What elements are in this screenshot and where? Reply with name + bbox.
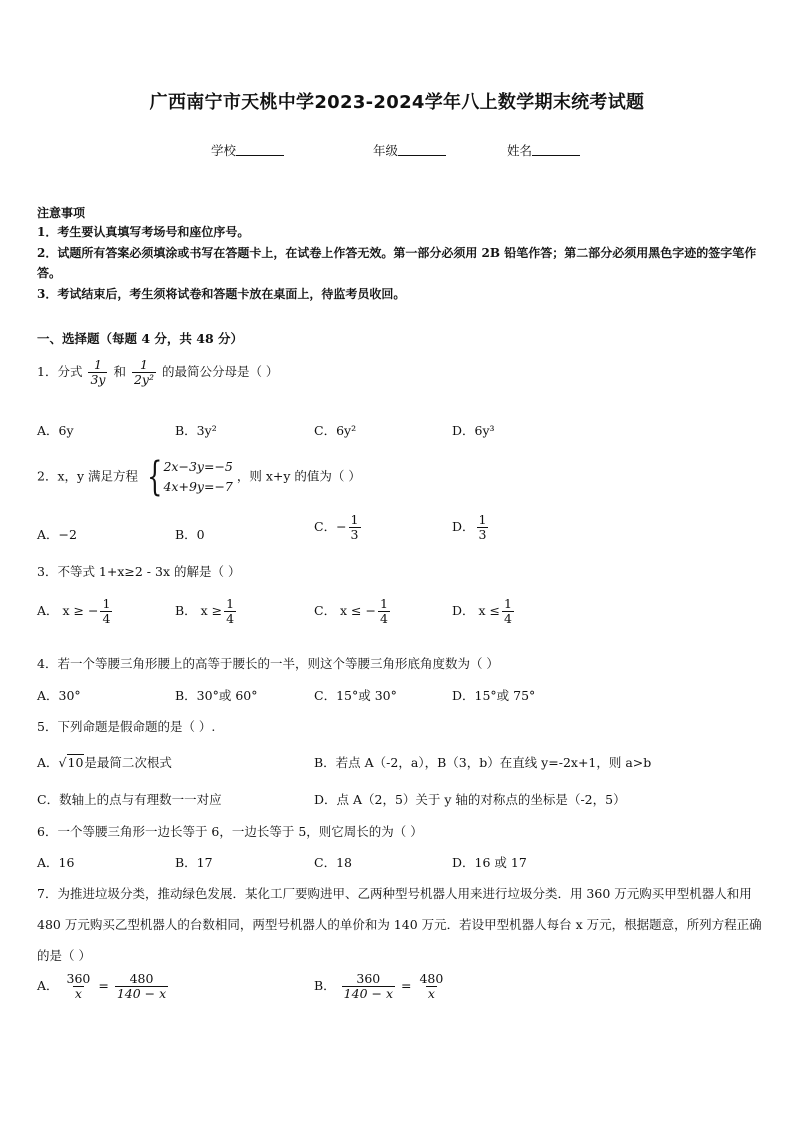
grade-label: 年级 <box>373 143 399 158</box>
q1-option-a: A．6y <box>37 423 74 438</box>
q2-option-d: D． $\frac{1}{3}$ <box>452 512 487 542</box>
school-label: 学校 <box>211 143 237 158</box>
question-6: 6．一个等腰三角形一边长等于 6，一边长等于 5，则它周长的为（ ） <box>37 824 423 839</box>
page-title: 广西南宁市天桃中学2023-2024学年八上数学期末统考试题 <box>149 92 645 113</box>
brace-icon: { <box>147 454 163 500</box>
q4-option-c: C．15°或 30° <box>314 688 397 703</box>
q5-option-a: A．√10是最简二次根式 <box>37 755 172 770</box>
q1-text-mid: 和 <box>113 363 126 379</box>
question-1 <box>37 358 278 387</box>
q4-option-b: B．30°或 60° <box>175 688 258 703</box>
q3-option-d: D． x ≤ $\frac{1}{4}$ <box>452 596 512 626</box>
school-field <box>211 141 284 159</box>
grade-blank <box>398 143 446 156</box>
name-field <box>507 141 580 159</box>
q6-option-d: D．16 或 17 <box>452 855 527 870</box>
question-7: 7．为推进垃圾分类，推动绿色发展．某化工厂要购进甲、乙两种型号机器人用来进行垃圾分类．用 360 万元购买甲型机器人和用 480 万元购买乙型机器人的台数相同，两型号机器人的单价和为 140 万元．若设甲型机器人每台 x 万元，根据题意，所列方程正确的是（ ） <box>37 886 762 963</box>
notice-heading: 注意事项 <box>37 206 86 220</box>
q1-option-b: B．3y² <box>175 423 217 438</box>
q1-fraction-1: $\frac{1}{3y}$ <box>90 357 106 387</box>
question-4: 4．若一个等腰三角形腰上的高等于腰长的一半，则这个等腰三角形底角度数为（ ） <box>37 656 499 671</box>
q6-option-c: C．18 <box>314 855 352 870</box>
q1-text-post: 的最简公分母是（ ） <box>161 363 279 379</box>
name-label: 姓名 <box>507 143 533 158</box>
notice-item-1: 1．考生要认真填写考场号和座位序号。 <box>37 225 250 239</box>
q2-option-b: B．0 <box>175 527 205 542</box>
q4-option-a: A．30° <box>37 688 81 703</box>
q7-option-b: B． $\frac{360}{140 - x}$ = $\frac{480}{x}$ <box>314 971 444 1001</box>
q3-option-b: B． x ≥ $\frac{1}{4}$ <box>175 596 235 626</box>
q5-option-d: D．点 A（2，5）关于 y 轴的对称点的坐标是（-2，5） <box>314 792 626 807</box>
q7-option-a: A． $\frac{360}{x}$ = $\frac{480}{140 - x}$ <box>37 971 167 1001</box>
q2-option-c: C．− $\frac{1}{3}$ <box>314 512 359 542</box>
notice-item-3: 3．考试结束后，考生须将试卷和答题卡放在桌面上，待监考员收回。 <box>37 287 406 301</box>
question-2 <box>37 454 361 500</box>
q1-fraction-2: $\frac{1}{\text{2y²}}$ <box>133 357 154 387</box>
q3-option-c: C． x ≤ − $\frac{1}{4}$ <box>314 596 388 626</box>
q2-equation-2: 4x+9y=−7 <box>163 479 233 494</box>
q2-text-pre: 2．x，y 满足方程 <box>37 468 139 484</box>
question-5: 5．下列命题是假命题的是（ ）. <box>37 719 216 734</box>
school-blank <box>236 143 284 156</box>
q6-option-b: B．17 <box>175 855 213 870</box>
q6-option-a: A．16 <box>37 855 75 870</box>
q4-option-d: D．15°或 75° <box>452 688 536 703</box>
question-3: 3．不等式 1+x≥2 - 3x 的解是（ ） <box>37 564 241 579</box>
q2-text-post: ，则 x+y 的值为（ ） <box>236 468 361 484</box>
q1-option-c: C．6y² <box>314 423 357 438</box>
q5-option-b: B．若点 A（-2，a），B（3，b）在直线 y=-2x+1，则 a>b <box>314 755 652 770</box>
q1-text-pre: 1．分式 <box>37 363 83 379</box>
sqrt-icon: √10 <box>58 755 84 770</box>
section-heading: 一、选择题（每题 4 分，共 48 分） <box>37 331 244 346</box>
q2-option-a: A．−2 <box>37 527 77 542</box>
q1-option-d: D．6y³ <box>452 423 495 438</box>
q2-equation-1: 2x−3y=−5 <box>163 459 233 474</box>
q3-option-a: A． x ≥ − $\frac{1}{4}$ <box>37 596 111 626</box>
notice-item-2: 2．试题所有答案必须填涂或书写在答题卡上，在试卷上作答无效。第一部分必须用 2B 铅笔作答；第二部分必须用黑色字迹的签字笔作答。 <box>37 246 757 280</box>
grade-field <box>373 141 446 159</box>
q5-option-c: C．数轴上的点与有理数一一对应 <box>37 792 222 807</box>
name-blank <box>532 143 580 156</box>
q2-equation-system <box>142 454 233 500</box>
